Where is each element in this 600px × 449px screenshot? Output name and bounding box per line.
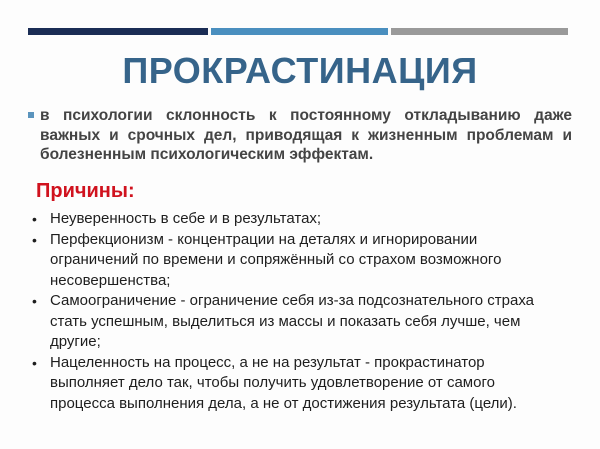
bullet-icon: • xyxy=(32,354,37,371)
list-item xyxy=(30,353,560,415)
bullet-icon: • xyxy=(32,231,37,248)
slide-title: ПРОКРАСТИНАЦИЯ xyxy=(122,50,478,91)
list-item xyxy=(30,209,560,230)
accent-bar-light-blue xyxy=(211,28,388,35)
cause-text: Нацеленность на процесс, а не на результат - прокрастинатор выполняет дело так, чтобы получить удовлетворение от самого процесса выполнения дела, а не от достижения результата (цели). xyxy=(50,353,517,412)
causes-heading: Причины: xyxy=(36,180,135,202)
causes-list xyxy=(30,209,560,414)
list-item xyxy=(30,230,560,292)
cause-text: Неуверенность в себе и в результатах; xyxy=(50,210,322,227)
cause-text: Самоограничение - ограничение себя из-за подсознательного страха стать успешным, выделиться из массы и показать себя лучше, чем другие; xyxy=(50,292,535,350)
definition xyxy=(40,106,572,165)
definition-text: в психологии склонность к постоянному откладыванию даже важных и срочных дел, приводящая к жизненным проблемам и болезненным психологическим эффектам. xyxy=(40,107,572,163)
cause-text: Перфекционизм - концентрации на деталях и игнорировании ограничений по времени и сопряжённый со страхом возможного несовершенства; xyxy=(50,230,502,289)
square-bullet-icon xyxy=(28,112,34,118)
accent-bars xyxy=(28,28,598,35)
bullet-icon: • xyxy=(32,293,37,309)
list-item xyxy=(30,291,560,353)
accent-bar-gray xyxy=(391,28,568,35)
accent-bar-dark-blue xyxy=(28,28,208,35)
bullet-icon: • xyxy=(32,211,37,227)
